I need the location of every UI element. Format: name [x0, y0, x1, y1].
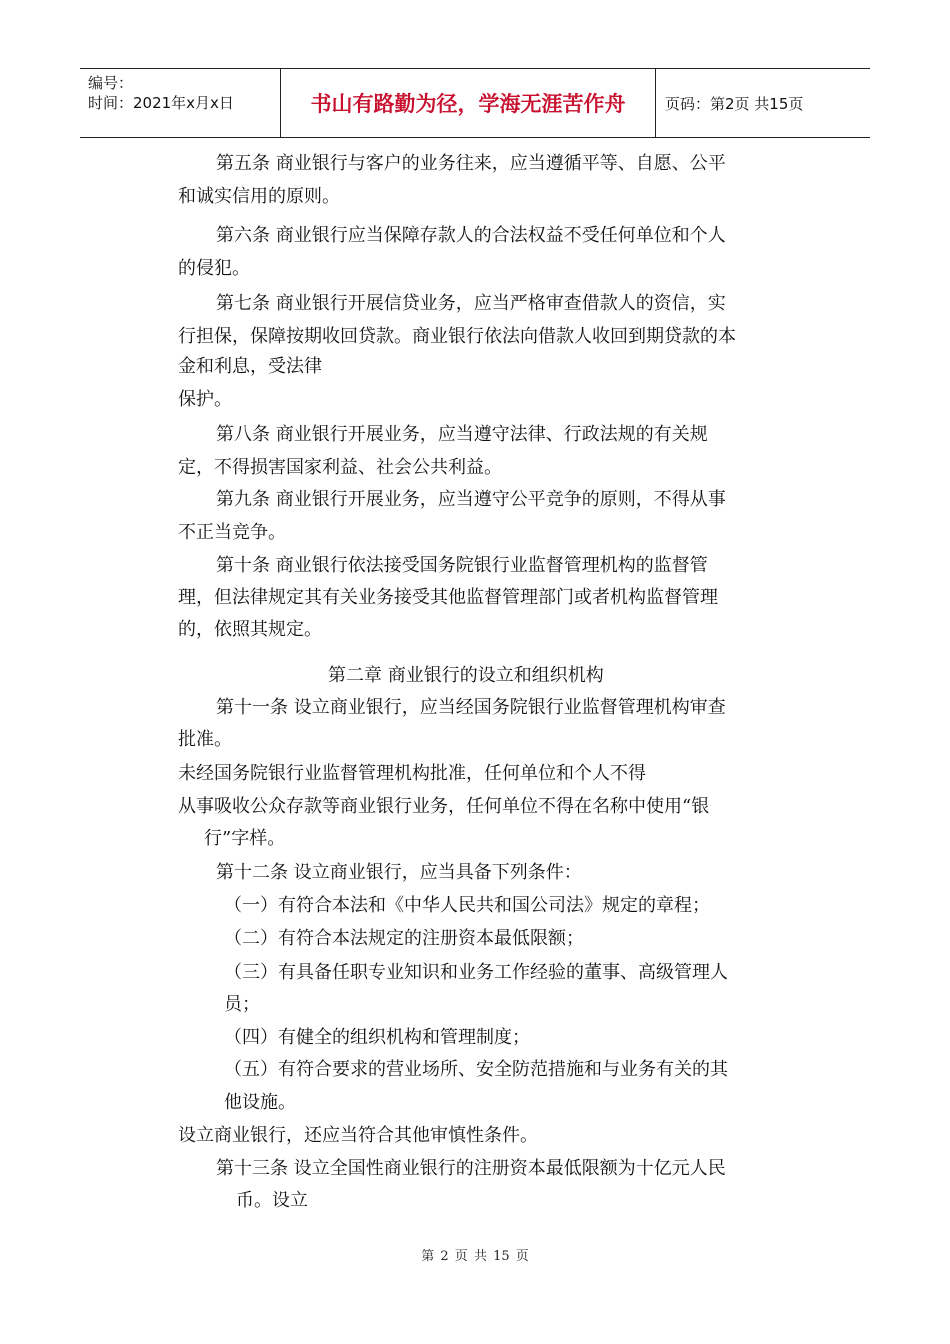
text-line: 第十条 商业银行依法接受国务院银行业监督管理机构的监督管	[216, 555, 708, 576]
text-line: 和诚实信用的原则。	[178, 186, 340, 207]
list-item: （四）有健全的组织机构和管理制度；	[224, 1027, 530, 1048]
number-label: 编号：	[88, 74, 134, 92]
footer-page-num: 2	[440, 1249, 449, 1264]
list-item: （三）有具备任职专业知识和业务工作经验的董事、高级管理人	[224, 962, 728, 983]
header-page-info: 页码：第2页 共15页	[665, 95, 804, 113]
header-meta-cell	[80, 69, 281, 137]
list-item-cont: 他设施。	[224, 1092, 296, 1113]
text-line: 设立商业银行，还应当符合其他审慎性条件。	[178, 1125, 538, 1146]
page-header	[80, 68, 870, 138]
text-line: 批准。	[178, 729, 232, 750]
text-line: 第八条 商业银行开展业务，应当遵守法律、行政法规的有关规	[216, 424, 708, 445]
footer-total-unit: 页	[515, 1249, 529, 1264]
text-line: 保护。	[178, 389, 232, 410]
text-line: 第七条 商业银行开展信贷业务，应当严格审查借款人的资信，实	[216, 293, 726, 314]
text-line: 第九条 商业银行开展业务，应当遵守公平竞争的原则，不得从事	[216, 489, 726, 510]
page-footer	[0, 1245, 950, 1264]
text-line: 的侵犯。	[178, 258, 250, 279]
time-label: 时间：2021年x月x日	[88, 94, 234, 112]
text-line: 第十二条 设立商业银行，应当具备下列条件：	[216, 862, 582, 883]
text-line: 币。设立	[236, 1190, 308, 1211]
text-line: 行担保，保障按期收回贷款。商业银行依法向借款人收回到期贷款的本	[178, 326, 736, 347]
footer-page-word: 第	[421, 1249, 435, 1264]
list-item: （二）有符合本法规定的注册资本最低限额；	[224, 928, 584, 949]
footer-total-num: 15	[493, 1249, 510, 1264]
text-line: 第六条 商业银行应当保障存款人的合法权益不受任何单位和个人	[216, 225, 726, 246]
list-item: （五）有符合要求的营业场所、安全防范措施和与业务有关的其	[224, 1059, 728, 1080]
footer-total-word: 共	[473, 1249, 487, 1264]
text-line: 理，但法律规定其有关业务接受其他监督管理部门或者机构监督管理	[178, 587, 718, 608]
text-line: 的，依照其规定。	[178, 619, 322, 640]
text-line: 不正当竞争。	[178, 522, 286, 543]
text-line: 第十三条 设立全国性商业银行的注册资本最低限额为十亿元人民	[216, 1158, 726, 1179]
list-item: （一）有符合本法和《中华人民共和国公司法》规定的章程；	[224, 895, 710, 916]
list-item-cont: 员；	[224, 994, 260, 1015]
text-line: 定，不得损害国家利益、社会公共利益。	[178, 457, 502, 478]
footer-page-unit: 页	[454, 1249, 468, 1264]
text-line: 从事吸收公众存款等商业银行业务，任何单位不得在名称中使用“银	[178, 796, 710, 817]
chapter-heading: 第二章 商业银行的设立和组织机构	[328, 665, 604, 686]
text-line: 第十一条 设立商业银行，应当经国务院银行业监督管理机构审查	[216, 697, 726, 718]
text-line: 第五条 商业银行与客户的业务往来，应当遵循平等、自愿、公平	[216, 153, 726, 174]
header-motto: 书山有路勤为径，学海无涯苦作舟	[281, 69, 656, 137]
text-line: 未经国务院银行业监督管理机构批准，任何单位和个人不得	[178, 763, 646, 784]
text-line: 行”字样。	[204, 828, 286, 849]
text-line: 金和利息，受法律	[178, 356, 322, 377]
